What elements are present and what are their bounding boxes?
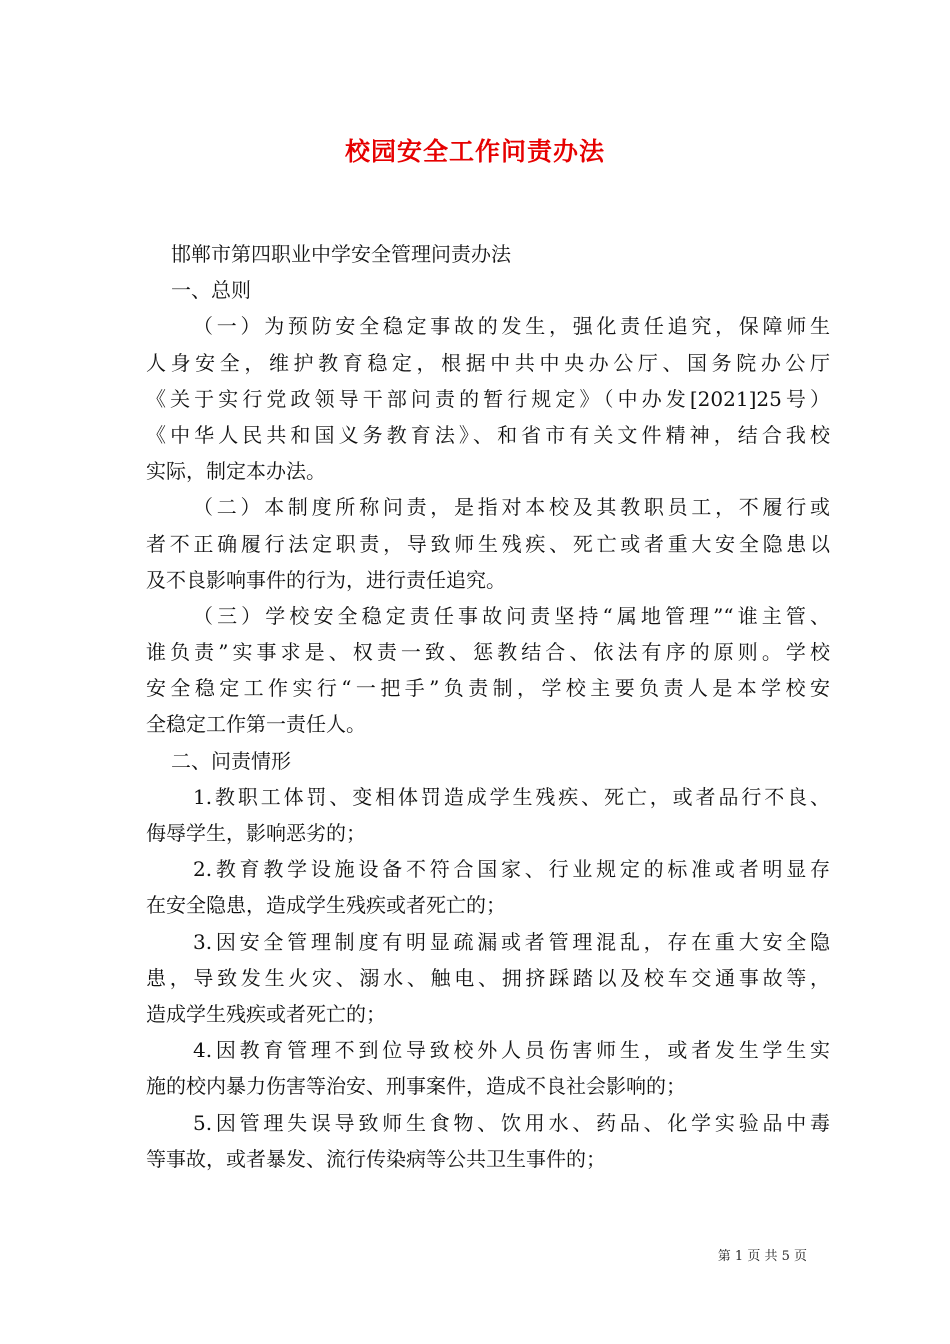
- paragraph-line: 安全稳定工作实行“一把手”负责制，学校主要负责人是本学校安: [146, 676, 830, 701]
- paragraph-line: 人身安全，维护教育稳定，根据中共中央办公厅、国务院办公厅: [146, 350, 830, 375]
- document-body: [146, 236, 830, 1177]
- document-title: 校园安全工作问责办法: [344, 137, 605, 166]
- section-heading: 一、总则: [171, 278, 251, 303]
- paragraph-line: 5.因管理失误导致师生食物、饮用水、药品、化学实验品中毒: [193, 1110, 830, 1135]
- paragraph-line: （一）为预防安全稳定事故的发生，强化责任追究，保障师生: [193, 314, 830, 339]
- paragraph-line: 造成学生残疾或者死亡的；: [146, 1001, 386, 1026]
- paragraph-line: （三）学校安全稳定责任事故问责坚持“属地管理”“谁主管、: [193, 603, 830, 628]
- page-number: 第 1 页 共 5 页: [717, 1249, 807, 1264]
- paragraph-line: 实际，制定本办法。: [146, 459, 326, 484]
- paragraph-line: 4.因教育管理不到位导致校外人员伤害师生，或者发生学生实: [193, 1038, 830, 1063]
- paragraph-line: 3.因安全管理制度有明显疏漏或者管理混乱，存在重大安全隐: [193, 929, 830, 954]
- paragraph-line: 1.教职工体罚、变相体罚造成学生残疾、死亡，或者品行不良、: [193, 784, 830, 809]
- section-heading: 二、问责情形: [171, 748, 291, 773]
- paragraph-line: 全稳定工作第一责任人。: [146, 712, 366, 737]
- paragraph-line: 施的校内暴力伤害等治安、刑事案件，造成不良社会影响的；: [146, 1074, 686, 1099]
- paragraph-line: 患，导致发生火灾、溺水、触电、拥挤踩踏以及校车交通事故等，: [146, 965, 830, 990]
- paragraph-line: 谁负责”实事求是、权责一致、惩教结合、依法有序的原则。学校: [146, 640, 830, 665]
- paragraph-line: 《关于实行党政领导干部问责的暂行规定》（中办发[2021]25号）: [146, 386, 830, 411]
- paragraph-line: 《中华人民共和国义务教育法》、和省市有关文件精神，结合我校: [146, 422, 830, 447]
- paragraph-line: 及不良影响事件的行为，进行责任追究。: [146, 567, 506, 592]
- paragraph-line: 者不正确履行法定职责，导致师生残疾、死亡或者重大安全隐患以: [146, 531, 830, 556]
- paragraph-line: （二）本制度所称问责，是指对本校及其教职员工，不履行或: [193, 495, 830, 520]
- paragraph-line: 在安全隐患，造成学生残疾或者死亡的；: [146, 893, 506, 918]
- paragraph-line: 侮辱学生，影响恶劣的；: [146, 821, 366, 845]
- subtitle-line: 邯郸市第四职业中学安全管理问责办法: [171, 242, 511, 266]
- paragraph-line: 等事故，或者暴发、流行传染病等公共卫生事件的；: [146, 1146, 606, 1171]
- paragraph-line: 2.教育教学设施设备不符合国家、行业规定的标准或者明显存: [193, 857, 830, 882]
